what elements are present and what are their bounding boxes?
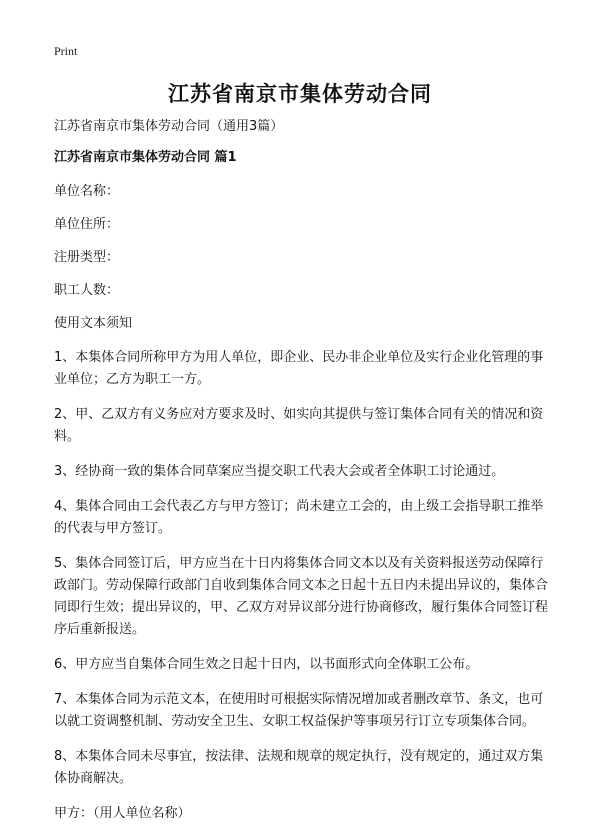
field-registration-type: 注册类型： xyxy=(54,250,120,265)
notice-item-3: 3、经协商一致的集体合同草案应当提交职工代表大会或者全体职工讨论通过。 xyxy=(54,464,505,479)
field-employee-count: 职工人数： xyxy=(54,283,120,298)
notice-item-1: 1、本集体合同所称甲方为用人单位，即企业、民办非企业单位及实行企业化管理的事业单位；乙方为职工一方。 xyxy=(54,350,544,387)
notice-item-8: 8、本集体合同未尽事宜，按法律、法规和规章的规定执行，没有规定的，通过双方集体协商解决。 xyxy=(54,749,544,786)
notice-item-5: 5、集体合同签订后，甲方应当在十日内将集体合同文本以及有关资料报送劳动保障行政部门。劳动保障行政部门自收到集体合同文本之日起十五日内未提出异议的，集体合同即行生效；提出异议的，甲、乙双方对异议部分进行协商修改，履行集体合同签订程序后重新报送。 xyxy=(54,556,549,637)
notice-item-6: 6、甲方应当自集体合同生效之日起十日内，以书面形式向全体职工公布。 xyxy=(54,657,479,672)
notice-item-2: 2、甲、乙双方有义务应对方要求及时、如实向其提供与签订集体合同有关的情况和资料。 xyxy=(54,407,544,444)
document-body xyxy=(54,116,554,835)
field-unit-address: 单位住所： xyxy=(54,217,120,232)
section-title: 江苏省南京市集体劳动合同 篇1 xyxy=(54,150,237,165)
print-link[interactable]: Print xyxy=(54,44,78,58)
notice-item-4: 4、集体合同由工会代表乙方与甲方签订；尚未建立工会的，由上级工会指导职工推举的代表与甲方签订。 xyxy=(54,499,544,536)
notice-heading: 使用文本须知 xyxy=(54,316,133,331)
document-title: 江苏省南京市集体劳动合同 xyxy=(168,82,432,106)
document-subtitle: 江苏省南京市集体劳动合同（通用3篇） xyxy=(54,119,284,134)
party-a-label: 甲方：（用人单位名称） xyxy=(54,806,191,821)
field-unit-name: 单位名称： xyxy=(54,184,120,199)
notice-item-7: 7、本集体合同为示范文本，在使用时可根据实际情况增加或者删改章节、条文，也可以就工资调整机制、劳动安全卫生、女职工权益保护等事项另行订立专项集体合同。 xyxy=(54,692,544,729)
